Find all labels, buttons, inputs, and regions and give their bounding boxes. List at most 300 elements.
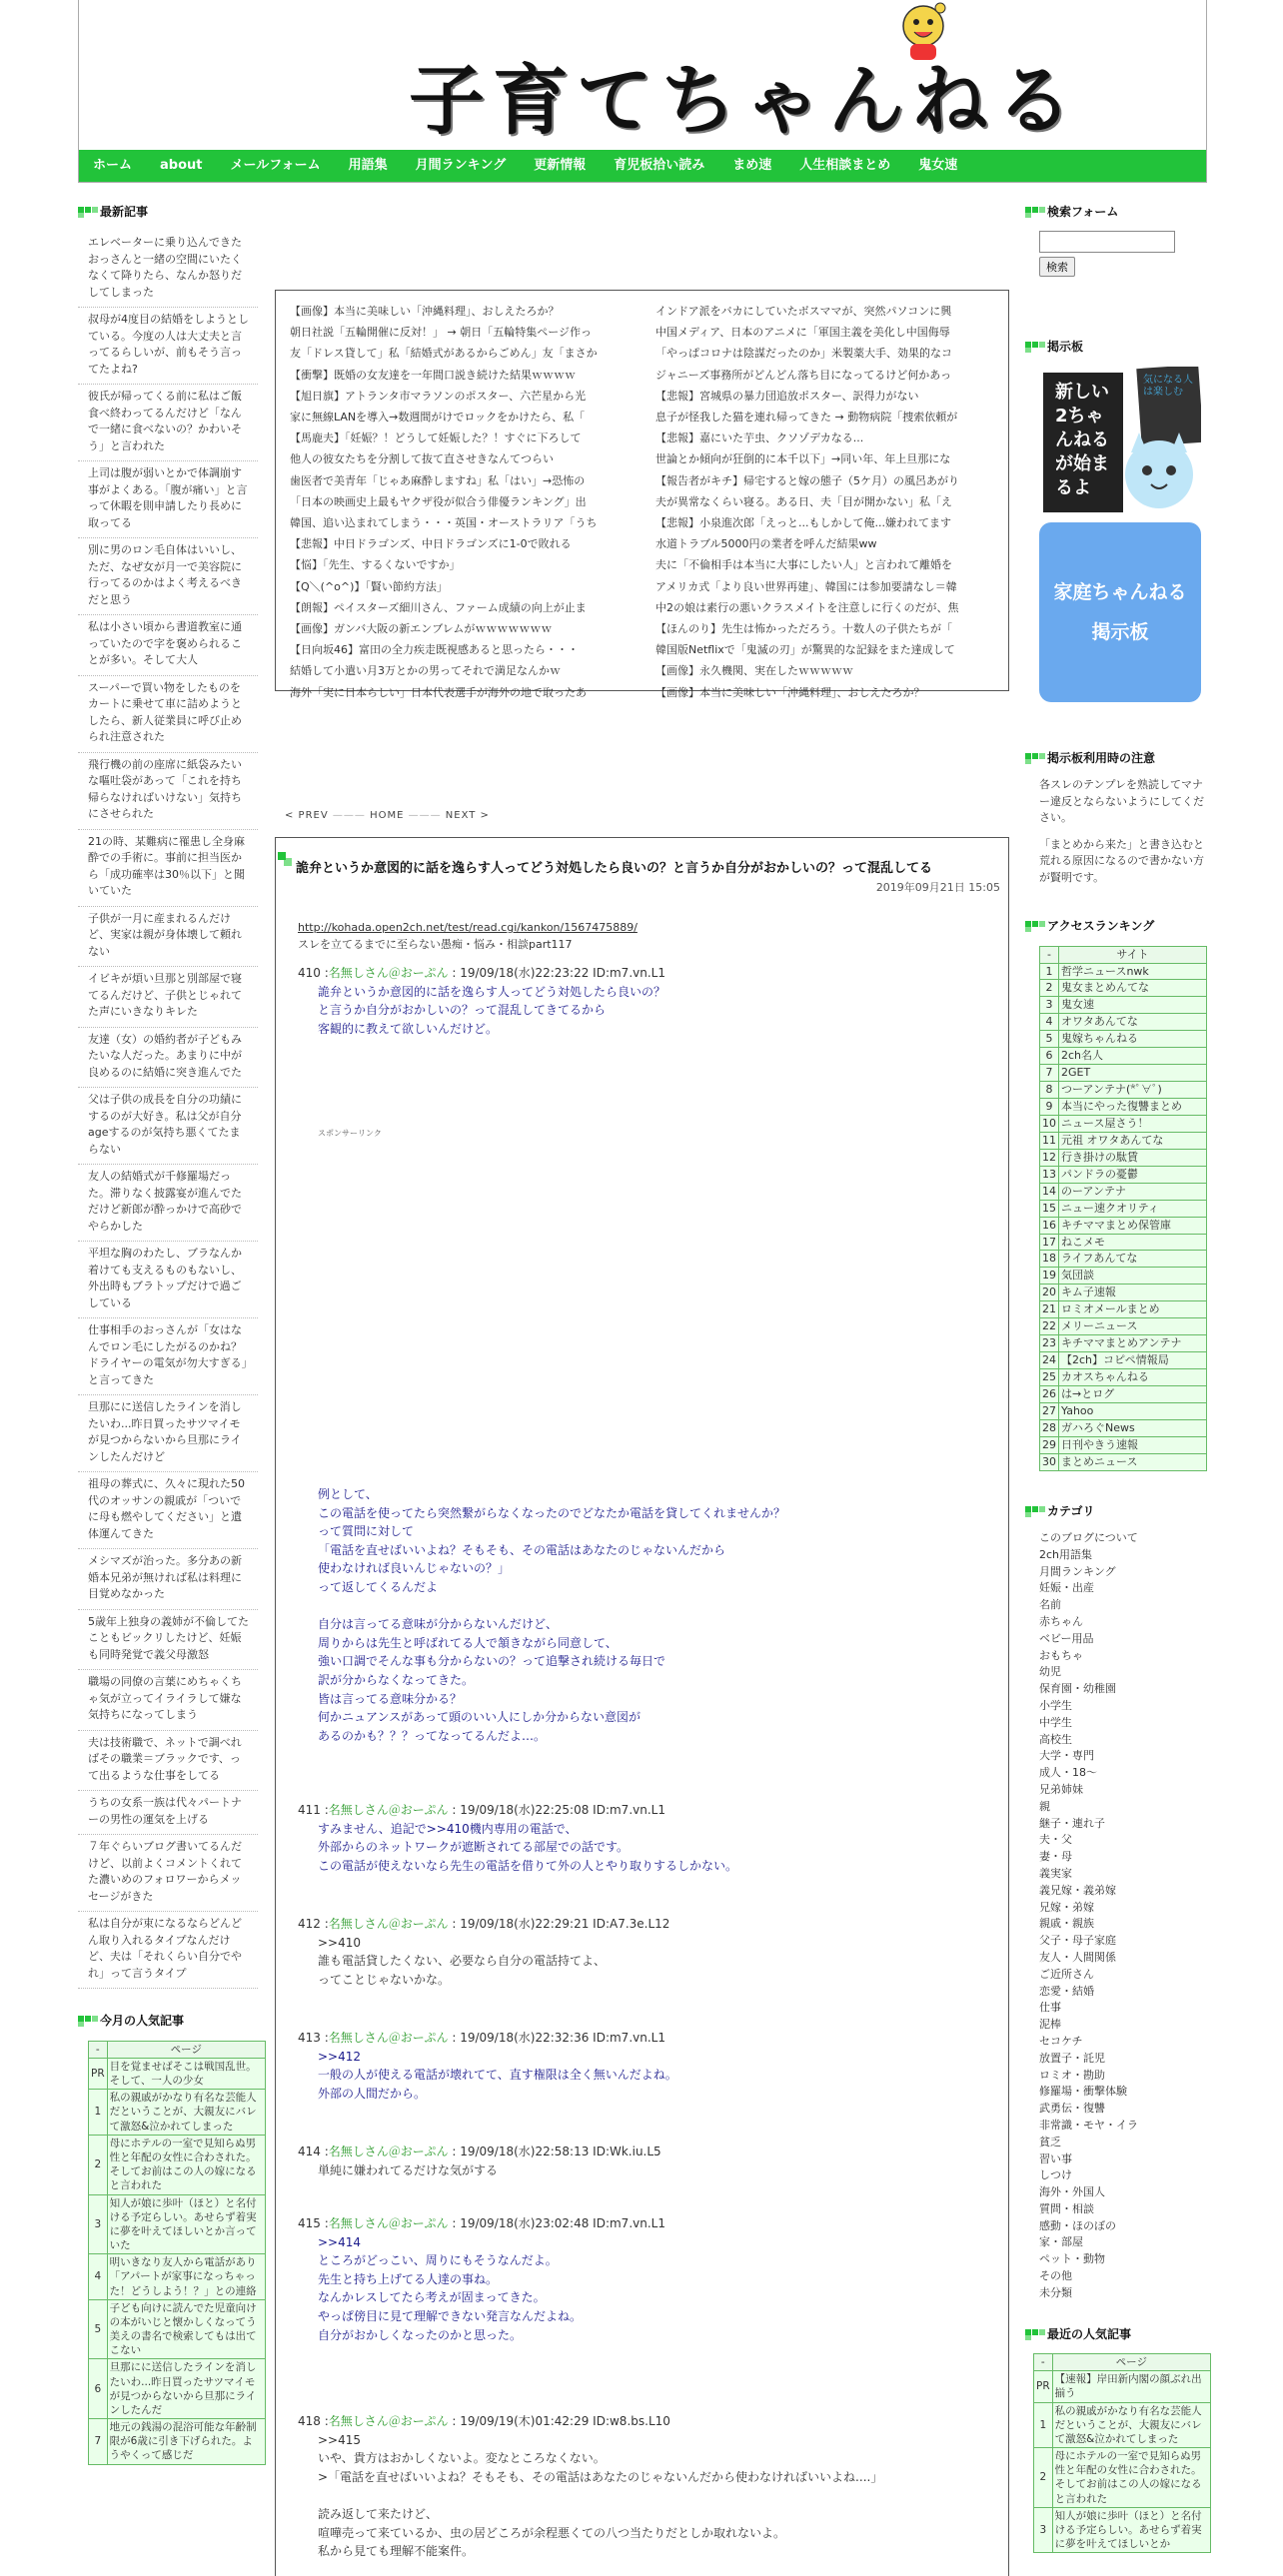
feed-item[interactable]: 夫が異常なくらい寝る。ある日、夫「目が開かない」私「え (655, 494, 952, 508)
popular-article-link[interactable]: 私の親戚がかなり有名な芸能人だということが、大親友にバレて激怒&泣かれてしまった (1052, 2402, 1210, 2448)
popular-row (1034, 2507, 1211, 2553)
res-meta: 19/09/18(水)22:29:21 ID:A7.3e.L12 (460, 1917, 670, 1931)
search-form-title: 検索フォーム (1025, 204, 1205, 221)
response-418: 418 :名無しさん＠おーぷん : 19/09/19(木)01:42:29 ID:w8.bs.L10 >>415 いや、貴方はおかしくないよ。変なところなくない。 >「電話を直せばいいよね？そもそも、その電話はあなたのじゃないんだから使わなければいいよね....」 読み返して来たけど、 喧嘩売って来ているか、虫の居どころが余程悪くての八つ当たりだとしか取れないよ。 私から見ても理解不能案件。 (298, 2412, 997, 2561)
response-412: 412 :名無しさん＠おーぷん : 19/09/18(水)22:29:21 ID:A7.3e.L12 >>410 誰も電話貸したくない、必要なら自分の電話持てよ、 ってことじゃないかな。 (298, 1915, 997, 1989)
ranking-site-link[interactable]: まとめニュース (1059, 1453, 1207, 1470)
res-num: 412 (298, 1917, 321, 1931)
category-link[interactable]: 保育園・幼稚園 (1039, 1682, 1116, 1696)
article (275, 837, 1009, 2576)
popular-row (89, 2058, 266, 2089)
nav-ikuji-board[interactable]: 育児板拾い読み (614, 158, 705, 173)
res-name: 名無しさん＠おーぷん (328, 1917, 449, 1931)
recent-article-link[interactable]: うちの女系一族は代々パートナーの男性の運気を上げる (78, 1791, 258, 1835)
ranking-site-link[interactable]: ニュース屋さう！ (1059, 1115, 1207, 1132)
category-link[interactable]: 武勇伝・復讐 (1039, 2102, 1105, 2116)
ranking-row (1040, 1251, 1207, 1268)
res-body: >>410 誰も電話貸したくない、必要なら自分の電話持てよ、 ってことじゃないかな。 (318, 1935, 607, 1987)
category-link[interactable]: 兄嫁・弟嫁 (1039, 1900, 1094, 1914)
res-body: >>412 一般の人が使える電話が壊れてて、直す権限は全く無いんだよね。 外部の人間だから。 (318, 2049, 677, 2101)
category-link[interactable]: 家・部屋 (1039, 2235, 1083, 2249)
ranking-num: 4 (1040, 1014, 1059, 1031)
ranking-site-link[interactable]: 元祖 オワタあんてな (1059, 1132, 1207, 1149)
feed-item[interactable]: 【画像】永久機関、実在したｗｗｗｗｗ (655, 664, 853, 678)
feed-item[interactable]: 家に無線LANを導入→数週間がけでロックをかけたら、私「 (290, 411, 586, 425)
ranking-site-link[interactable]: ガハろぐNews (1059, 1419, 1207, 1436)
ranking-num: 17 (1040, 1234, 1059, 1251)
feed-item[interactable]: 【画像】ガンバ大阪の新エンブレムがｗｗｗｗｗｗｗ (290, 622, 553, 636)
category-link[interactable]: 中学生 (1039, 1715, 1072, 1729)
category-list (1025, 1530, 1205, 2302)
feed-item[interactable]: 結婚して小遣い月3万とかの男ってそれで満足なんかｗ (290, 664, 561, 678)
banner-text: 新しい2ちゃんねるが始まるよ (1055, 381, 1109, 498)
recent-article-link[interactable]: 父は子供の成長を自分の功績にするのが大好き。私は父が自分ageするのが気持ち悪くてたまらない (78, 1088, 258, 1165)
feed-item[interactable]: 【悲報】中日ドラゴンズ、中日ドラゴンズに1-0で敗れる (290, 537, 572, 551)
feed-item[interactable]: 【馬鹿夫】「妊娠？！どうして妊娠した？！すぐに下ろして (290, 431, 582, 445)
left-sidebar (78, 200, 258, 2465)
recent-article-link[interactable]: 祖母の葬式に、久々に現れた50代のオッサンの親戚が「ついでに母も燃やしてください」と遺体運んてきた (78, 1472, 258, 1549)
category-link[interactable]: 非常識・モヤ・イラ (1039, 2118, 1138, 2132)
popular-col-num: - (1034, 2354, 1053, 2371)
feed-item[interactable]: 息子が怪我した猫を連れ帰ってきた → 動物病院「捜索依頼が (655, 411, 958, 425)
feed-item[interactable]: インドア派をバカにしていたボスママが、突然パソコンに興 (655, 305, 952, 318)
res-num: 418 (298, 2414, 321, 2428)
recent-article-link[interactable]: 私は自分が束になるならどんどん取り入れるタイプなんだけど、夫は「それくらい自分でやれ」って言うタイプ (78, 1912, 258, 1989)
category-link[interactable]: 父子・母子家庭 (1039, 1934, 1116, 1948)
popular-rank: PR (1034, 2371, 1053, 2402)
ranking-site-link[interactable]: オワタあんてな (1059, 1014, 1207, 1031)
popular-article-link[interactable]: 子ども向けに読んでた児童向けの本がいじと懐かしくなってう美えの書名で検索してもは出てこない (107, 2299, 265, 2359)
category-link[interactable]: 赤ちゃん (1039, 1615, 1083, 1628)
feed-item[interactable]: 「日本の映画史上最もヤクザ役が似合う俳優ランキング」出 (290, 494, 587, 508)
category-link[interactable]: ご近所さん (1039, 1967, 1094, 1981)
ranking-row (1040, 1352, 1207, 1369)
category-link[interactable]: 友人・人間関係 (1039, 1950, 1116, 1964)
res-body: 例として、 この電話を使ってたら突然繋がらなくなったのでどなたか電話を貸してくれませんか？ って質問に対して 「電話を直せばいいよね？そもそも、その電話はあなたのじゃないんだから 使わなければ良いんじゃないの？」 って返してくるんだよ 自分は言ってる意味が分からないんだけど、 周りからは先生と呼ばれてる人で頷きながら同意して、 強い口調でそんな事も分からないの？って追撃され続ける毎日で 訳が分からなくなってきた。 皆は言ってる意味分かる？ 何かニュアンスがあって頭のいい人にしか分からない意図が あるのかも？？？ってなってるんだよ…。 (318, 1487, 786, 1743)
bbs-title: 掲示板 (1025, 339, 1205, 356)
ranking-site-link[interactable]: カオスちゃんねる (1059, 1369, 1207, 1386)
nav-mamesoku[interactable]: まめ速 (732, 158, 772, 173)
ranking-site-link[interactable]: 鬼嫁ちゃんねる (1059, 1031, 1207, 1048)
ranking-num: 11 (1040, 1132, 1059, 1149)
recent-article-link[interactable]: 夫は技術職で、ネットで調べればその職業＝ブラックです、って出るような仕事をしてる (78, 1731, 258, 1792)
category-link[interactable]: 幼児 (1039, 1665, 1061, 1679)
prev-link[interactable]: < PREV (285, 810, 329, 821)
category-link[interactable]: 成人・18～ (1039, 1766, 1097, 1780)
search-input[interactable] (1039, 231, 1175, 253)
ranking-site-link[interactable]: 本当にやった復讐まとめ (1059, 1099, 1207, 1116)
popular-rank: 3 (1034, 2507, 1053, 2553)
res-name: 名無しさん＠おーぷん (328, 1803, 449, 1817)
ranking-row (1040, 963, 1207, 980)
ranking-site-link[interactable]: 行き掛けの駄賃 (1059, 1149, 1207, 1166)
res-name: 名無しさん＠おーぷん (328, 2031, 449, 2045)
right-sidebar (1025, 200, 1205, 2553)
ranking-site-link[interactable]: 2GET (1059, 1065, 1207, 1082)
ranking-site-link[interactable]: 鬼女まとめんてな (1059, 980, 1207, 997)
recent-article-link[interactable]: 職場の同僚の言葉にめちゃくちゃ気が立ってイライラして嫌な気持ちになってしまう (78, 1670, 258, 1731)
popular-article-link[interactable]: 目を覚ませばそこは戦国乱世。そして、一人の少女 (107, 2058, 265, 2089)
feed-item[interactable]: 【悲報】小泉進次郎「えっと...もしかして俺...嫌われてます (655, 516, 951, 530)
ranking-num: 10 (1040, 1115, 1059, 1132)
res-meta: 19/09/18(水)22:32:36 ID:m7.vn.L1 (460, 2031, 665, 2045)
res-meta: 19/09/18(水)23:02:48 ID:m7.vn.L1 (460, 2216, 665, 2230)
popular-article-link[interactable]: 【速報】岸田新内閣の顔ぶれ出揃う (1052, 2371, 1210, 2402)
feed-item[interactable]: 中2の娘は素行の悪いクラスメイトを注意しに行くのだが、焦 (655, 600, 959, 614)
res-num: 414 (298, 2145, 321, 2158)
category-link[interactable]: 妻・母 (1039, 1850, 1072, 1864)
popular-rank: 2 (89, 2135, 108, 2194)
ranking-site-link[interactable]: のーアンテナ (1059, 1183, 1207, 1200)
popular-col-page: ページ (107, 2041, 265, 2058)
ranking-site-link[interactable]: 日刊やきう速報 (1059, 1436, 1207, 1453)
res-body: 詭弁というか意図的に話を逸らす人ってどう対処したら良いの？ と言うか自分がおかしいの？って混乱してきてるから 客観的に教えて欲しいんだけど。 (318, 984, 666, 1036)
ranking-num: 30 (1040, 1453, 1059, 1470)
recent-article-link[interactable]: スーパーで買い物をしたものをカートに乗せて車に詰めようとしたら、新人従業員に呼び止められ注意された (78, 676, 258, 753)
popular-rank: PR (89, 2058, 108, 2089)
nav-about[interactable]: about (160, 158, 203, 173)
category-link[interactable]: 2ch用語集 (1039, 1547, 1093, 1561)
ranking-num: 25 (1040, 1369, 1059, 1386)
ranking-site-link[interactable]: 気団談 (1059, 1268, 1207, 1285)
ranking-row (1040, 1166, 1207, 1183)
feed-item[interactable]: 【ほんのり】先生は怖かっただろう。十数人の子供たちが「 (655, 622, 952, 636)
feed-item[interactable]: 【旭日旗】アトランタ市マラソンのポスター、六芒星から光 (290, 389, 587, 403)
ranking-site-link[interactable]: キチママまとめアンテナ (1059, 1335, 1207, 1352)
response-411: 411 :名無しさん＠おーぷん : 19/09/18(水)22:25:08 ID:m7.vn.L1 すみません、追記で>>410機内専用の電話で、 外部からのネットワークが遮断されてる部屋での話です。 この電話が使えないなら先生の電話を借りて外の人とやり取りするしかない。 (298, 1801, 997, 1875)
response-414: 414 :名無しさん＠おーぷん : 19/09/18(水)22:58:13 ID:Wk.iu.L5 単純に嫌われてるだけな気がする (298, 2143, 997, 2179)
res-meta: 19/09/19(木)01:42:29 ID:w8.bs.L10 (460, 2414, 670, 2428)
ranking-num: 7 (1040, 1065, 1059, 1082)
ranking-row (1040, 1217, 1207, 1234)
logo-text: 子育てちゃんねる (409, 56, 1080, 145)
feed-item[interactable]: 朝日社説「五輪開催に反対！」 → 朝日「五輪特集ページ作っ (290, 326, 592, 340)
feed-item[interactable]: 中国メディア、日本のアニメに「軍国主義を美化し中国侮辱 (655, 326, 950, 340)
recent-article-link[interactable]: 旦那にに送信したラインを消したいわ...昨日買ったサツマイモが見つからないから旦那にラインしたんだけど (78, 1395, 258, 1472)
recent-article-link[interactable]: 彼氏が帰ってくる前に私はご飯食べ終わってるんだけど「なんで一緒に食べないの？かわいそう」と言われた (78, 385, 258, 461)
search-button[interactable]: 検索 (1039, 257, 1075, 277)
nav-monthly-ranking[interactable]: 月間ランキング (415, 158, 507, 173)
recent-popular-title: 最近の人気記事 (1025, 2326, 1205, 2343)
nav-mailform[interactable]: メールフォーム (230, 158, 321, 173)
popular-rank: 5 (89, 2299, 108, 2359)
ranking-site-link[interactable]: ニュー速クオリティ (1059, 1200, 1207, 1217)
katei-channel-banner[interactable]: 家庭ちゃんねる 掲示板 (1039, 522, 1201, 702)
recent-article-link[interactable]: イビキが煩い旦那と別部屋で寝てるんだけど、子供とじゃれてた声にいきなりキレた (78, 967, 258, 1028)
access-ranking-title: アクセスランキング (1025, 918, 1205, 935)
category-link[interactable]: 未分類 (1039, 2285, 1072, 2299)
feed-item[interactable]: 水道トラブル5000円の業者を呼んだ結果ww (655, 537, 877, 551)
main-nav (79, 150, 1206, 182)
ranking-row (1040, 1335, 1207, 1352)
popular-article-link[interactable]: 明いきなり友人から電話があり「アパートが家事になっちゃった！どうしよう！？」との連絡 (107, 2254, 265, 2300)
feed-item[interactable]: 【報告者がキチ】帰宅すると嫁の態子（5ケ月）の風呂あがり (655, 473, 959, 487)
ranking-site-link[interactable]: キム子速報 (1059, 1285, 1207, 1301)
ranking-site-link[interactable]: メリーニュース (1059, 1318, 1207, 1335)
res-name: 名無しさん＠おーぷん (328, 2216, 449, 2230)
feed-item[interactable]: アメリカ式「より良い世界再建」、韓国には参加要請なし＝韓 (655, 579, 957, 593)
feed-column-right (655, 301, 1010, 703)
feed-item[interactable]: 【Q＼(^o^)】「賢い節約方法」 (290, 579, 448, 593)
ranking-num: 8 (1040, 1082, 1059, 1099)
category-link[interactable]: 高校生 (1039, 1732, 1072, 1746)
popular-row (1034, 2371, 1211, 2402)
feed-item[interactable]: 夫に「不倫相手は本当に大事にしたい人」と言われて離婚を (655, 558, 952, 572)
category-link[interactable]: ロミオ・勘助 (1039, 2068, 1105, 2082)
popular-rank: 2 (1034, 2448, 1053, 2508)
ranking-row (1040, 1436, 1207, 1453)
ranking-num: 23 (1040, 1335, 1059, 1352)
recent-article-link[interactable]: 私は小さい頃から書道教室に通っていたので字を褒められることが多い。そして大人 (78, 615, 258, 676)
res-body: >>415 いや、貴方はおかしくないよ。変なところなくない。 >「電話を直せばいいよね？そもそも、その電話はあなたのじゃないんだから使わなければいいよね....」 読み返して来たけど、 喧嘩売って来ているか、虫の居どころが余程悪くての八つ当たりだとしか取れないよ。 私から見ても理解不能案件。 (318, 2432, 883, 2559)
category-link[interactable]: 義兄嫁・義弟嫁 (1039, 1883, 1116, 1897)
recent-article-link[interactable]: 上司は腹が弱いとかで体調崩す事がよくある。「腹が痛い」と言って休暇を則申請したり長めに取ってる (78, 461, 258, 538)
popular-rank: 6 (89, 2359, 108, 2419)
popular-row (89, 2090, 266, 2136)
ranking-row (1040, 997, 1207, 1014)
category-link[interactable]: ベビー用品 (1039, 1631, 1094, 1645)
sponsor-label: スポンサーリンク (318, 1129, 382, 1138)
antenna-feed (275, 290, 1009, 699)
ranking-site-link[interactable]: Yahoo (1059, 1402, 1207, 1419)
article-title: 詭弁というか意図的に話を逸らす人ってどう対処したら良いの？と言うか自分がおかしいの？って混乱してる (288, 860, 1005, 879)
res-name: 名無しさん＠おーぷん (328, 2145, 449, 2158)
ranking-site-link[interactable]: つーアンテナ(*ﾟ∀ﾟ) (1059, 1082, 1207, 1099)
ranking-site-link[interactable]: 2ch名人 (1059, 1048, 1207, 1065)
feed-item[interactable]: 海外「実に日本らしい」日本代表選手が海外の地で取ったあ (290, 685, 587, 699)
feed-item[interactable]: 【悲報】嘉にいた芋虫、クソゾデカなる... (655, 431, 864, 445)
recent-articles-title: 最新記事 (78, 204, 258, 221)
feed-item[interactable]: 友「ドレス貸して」私「結婚式があるからごめん」友「まさか (290, 347, 598, 361)
res-meta: 19/09/18(水)22:25:08 ID:m7.vn.L1 (460, 1803, 665, 1817)
ranking-num: 2 (1040, 980, 1059, 997)
category-link[interactable]: 海外・外国人 (1039, 2185, 1105, 2199)
next-link[interactable]: NEXT > (445, 810, 490, 821)
res-body: >>414 ところがどっこい、周りにもそうなんだよ。 先生と持ち上げてる人達の事ね。 なんかレスしてたら考えが固まってきた。 やっぱ傍目に見て理解できない発言なんだよね。 自分がおかしくなったのかと思った。 (318, 2234, 583, 2342)
category-link[interactable]: このブログについて (1039, 1531, 1138, 1545)
recent-article-link[interactable]: ７年ぐらいブログ書いてるんだけど、以前よくコメントくれてた濃いめのフォロワーからメッセージがきた (78, 1835, 258, 1912)
recent-article-link[interactable]: 飛行機の前の座席に紙袋みたいな嘔吐袋があって「これを持ち帰らなければいけない」気持ちにさせられた (78, 753, 258, 830)
category-link[interactable]: 親 (1039, 1799, 1050, 1813)
source-thread: スレを立てるまでに至らない愚痴・悩み・相談part117 (298, 938, 573, 951)
bbs-note-2: 「まとめから来た」と書き込むと荒れる原因になるので書かない方が賢明です。 (1039, 837, 1204, 884)
ranking-row (1040, 1048, 1207, 1065)
feed-item[interactable]: 他人の彼女たちを分割して抜て直させきなんてつらい (290, 452, 554, 466)
feed-item[interactable]: 【悩】「先生、するくないですか」 (290, 558, 461, 572)
feed-item[interactable]: 【画像】本当に美味しい「沖縄料理」、おしえたろか？ (655, 685, 925, 699)
ranking-site-link[interactable]: は→とログ (1059, 1385, 1207, 1402)
ranking-col-num: - (1040, 946, 1059, 963)
bbs-note-1: 各スレのテンプレを熟読してマナー違反とならないようにしてください。 (1039, 778, 1204, 825)
ranking-row (1040, 1234, 1207, 1251)
feed-item[interactable]: 【悲報】宮城県の暴力団追放ポスター、訳得力がない (655, 389, 919, 403)
popular-article-link[interactable]: 私の親戚がかなり有名な芸能人だということが、大親友にバレて激怒&泣かれてしまった (107, 2090, 265, 2136)
recent-article-link[interactable]: 5歳年上独身の義姉が不倫してたこともビックリしたけど、妊娠も同時発覚で義父母激怒 (78, 1610, 258, 1671)
category-link[interactable]: 習い事 (1039, 2151, 1072, 2165)
popular-rank: 4 (89, 2254, 108, 2300)
ranking-row (1040, 1149, 1207, 1166)
popular-article-link[interactable]: 母にホテルの一室で見知らぬ男性と年配の女性に合わされた。そしてお前はこの人の嫁になると言われた (1052, 2448, 1210, 2508)
ranking-row (1040, 1402, 1207, 1419)
ranking-site-link[interactable]: パンドラの憂鬱 (1059, 1166, 1207, 1183)
feed-item[interactable]: ジャニーズ事務所がどんどん落ち目になってるけど何かあっ (655, 368, 952, 382)
category-link[interactable]: 月間ランキング (1039, 1564, 1116, 1578)
popular-row (89, 2299, 266, 2359)
recent-article-link[interactable]: メシマズが治った。多分あの新婚本兄弟が無ければ私は料理に目覚めなかった (78, 1549, 258, 1610)
ranking-site-link[interactable]: 【2ch】コピペ情報局 (1059, 1352, 1207, 1369)
popular-row (89, 2194, 266, 2254)
category-link[interactable]: 親戚・親族 (1039, 1917, 1094, 1931)
ranking-num: 1 (1040, 963, 1059, 980)
monthly-popular-title: 今月の人気記事 (78, 2013, 258, 2030)
ranking-num: 5 (1040, 1031, 1059, 1048)
ranking-site-link[interactable]: キチママまとめ保管庫 (1059, 1217, 1207, 1234)
response-413: 413 :名無しさん＠おーぷん : 19/09/18(水)22:32:36 ID:m7.vn.L1 >>412 一般の人が使える電話が壊れてて、直す権限は全く無いんだよね。 外部の人間だから。 (298, 2029, 997, 2103)
popular-rank: 1 (89, 2090, 108, 2136)
ranking-num: 14 (1040, 1183, 1059, 1200)
recent-article-link[interactable]: 友人の結婚式が千修羅場だった。滞りなく披露宴が進んでただけど新郎が酔っかけで高砂でやらかした (78, 1165, 258, 1242)
res-num: 411 (298, 1803, 321, 1817)
popular-rank: 3 (89, 2194, 108, 2254)
category-link[interactable]: 質問・相談 (1039, 2201, 1094, 2215)
category-link[interactable]: 義実家 (1039, 1866, 1072, 1880)
feed-item[interactable]: 世論とか傾向が狂倒的に本千以下」→同い年、年上旦那にな (655, 452, 951, 466)
popular-row (1034, 2402, 1211, 2448)
ranking-site-link[interactable]: 鬼女速 (1059, 997, 1207, 1014)
response-410-cont (298, 1485, 997, 1745)
feed-item[interactable]: 【衝撃】既婚の女友達を一年間口説き続けた結果ｗｗｗｗ (290, 368, 576, 382)
ranking-row (1040, 1301, 1207, 1318)
recent-article-link[interactable]: 仕事相手のおっさんが「女はなんでロン毛にしたがるのかね？ドライヤーの電気が勿大すぎる」と言ってきた (78, 1318, 258, 1395)
category-link[interactable]: 貧乏 (1039, 2135, 1061, 2148)
category-link[interactable]: ペット・動物 (1039, 2252, 1105, 2266)
feed-item[interactable]: 韓国版Netflixで「鬼滅の刃」が驚異的な記録をまた達成して (655, 643, 955, 657)
feed-item[interactable]: 【画像】本当に美味しい「沖縄料理」、おしえたろか？ (290, 305, 560, 318)
feed-item[interactable]: 歯医者で美青年「じゃあ麻酔しますね」私「はい」→恐怖の (290, 473, 586, 487)
category-link[interactable]: 名前 (1039, 1598, 1061, 1612)
monthly-popular-table (88, 2041, 266, 2465)
feed-item[interactable]: 韓国、追い込まれてしまう・・・英国・オーストラリア「うち (290, 516, 598, 530)
category-link[interactable]: 放置子・託児 (1039, 2051, 1105, 2065)
popular-row (89, 2359, 266, 2419)
bbs-note-title: 掲示板利用時の注意 (1025, 750, 1205, 767)
ranking-num: 13 (1040, 1166, 1059, 1183)
category-link[interactable]: 夫・父 (1039, 1833, 1072, 1847)
recent-article-link[interactable]: 平坦な胸のわたし、ブラなんか着けても支えるものもないし、外出時もブラトップだけで過ごしている (78, 1242, 258, 1318)
recent-article-link[interactable]: 子供が一月に産まれるんだけど、実家は親が身体壊して頼れない (78, 907, 258, 968)
popular-article-link[interactable]: 知人が娘に歩叶（ほと）と名付ける予定らしい。あせらず着実に夢を叶えてほしいとか (1052, 2507, 1210, 2553)
ranking-num: 27 (1040, 1402, 1059, 1419)
recent-article-link[interactable]: エレベーターに乗り込んできたおっさんと一緒の空間にいたくなくて降りたら、なんか怒りだしてしまった (78, 231, 258, 308)
feed-item[interactable]: 【日向坂46】富田の全力疾走既視感あると思ったら・・・ (290, 643, 579, 657)
category-link[interactable]: その他 (1039, 2269, 1072, 2283)
ranking-num: 16 (1040, 1217, 1059, 1234)
category-link[interactable]: 修羅場・衝撃体験 (1039, 2085, 1127, 2099)
category-link[interactable]: 感動・ほのぼの (1039, 2218, 1116, 2232)
category-link[interactable]: 兄弟姉妹 (1039, 1782, 1083, 1796)
popular-row (89, 2419, 266, 2465)
banner-subtext: 気になる人は楽しむ (1143, 374, 1193, 398)
recent-article-link[interactable]: 21の時、某難病に罹患し全身麻酔での手術に。事前に担当医から「成功確率は30％以下」と聞いていた (78, 830, 258, 907)
ranking-num: 24 (1040, 1352, 1059, 1369)
nav-glossary[interactable]: 用語集 (348, 158, 388, 173)
access-ranking-table (1039, 946, 1207, 1471)
popular-article-link[interactable]: 地元の銭湯の混浴可能な年齢制限が6歳に引き下げられた。ようやくって感じだ (107, 2419, 265, 2465)
popular-col-num: - (89, 2041, 108, 2058)
ranking-site-link[interactable]: 哲学ニュースnwk (1059, 963, 1207, 980)
pager: < PREV ——— HOME ——— NEXT > (285, 810, 490, 821)
res-num: 410 (298, 966, 321, 980)
nav-home[interactable]: ホーム (93, 158, 133, 173)
ranking-row (1040, 1268, 1207, 1285)
category-link[interactable]: 小学生 (1039, 1698, 1072, 1712)
popular-article-link[interactable]: 旦那にに送信したラインを消したいわ...昨日買ったサツマイモが見つからないから旦那にラインしたんだ (107, 2359, 265, 2419)
ranking-num: 12 (1040, 1149, 1059, 1166)
nav-life-consult[interactable]: 人生相談まとめ (799, 158, 891, 173)
category-link[interactable]: 恋愛・結婚 (1039, 1984, 1094, 1998)
popular-row (1034, 2448, 1211, 2508)
recent-article-link[interactable]: 別に男のロン毛自体はいいし、ただ、なぜ女が月一で美容院に行ってるのかはよく考えるべきだと思う (78, 538, 258, 615)
category-link[interactable]: 仕事 (1039, 2001, 1061, 2015)
category-link[interactable]: 泥棒 (1039, 2018, 1061, 2032)
res-meta: 19/09/18(水)22:58:13 ID:Wk.iu.L5 (460, 2145, 661, 2158)
feed-item[interactable]: 「やっぱコロナは陰謀だったのか」米製薬大手、効果的なコ (655, 347, 952, 361)
ranking-row (1040, 980, 1207, 997)
ranking-site-link[interactable]: ライフあんてな (1059, 1251, 1207, 1268)
category-link[interactable]: しつけ (1039, 2168, 1072, 2182)
recent-article-link[interactable]: 友達（女）の婚約者が子どもみたいな人だった。あまりに中が良めるのに結婚に突き進んでた (78, 1028, 258, 1089)
home-link[interactable]: HOME (370, 810, 405, 821)
new-2ch-banner[interactable] (1039, 367, 1201, 516)
category-link[interactable]: セコケチ (1039, 2034, 1083, 2048)
popular-row (89, 2135, 266, 2194)
ranking-row (1040, 1183, 1207, 1200)
ranking-num: 28 (1040, 1419, 1059, 1436)
ranking-row (1040, 1419, 1207, 1436)
ranking-num: 20 (1040, 1285, 1059, 1301)
ranking-num: 29 (1040, 1436, 1059, 1453)
ranking-site-link[interactable]: ねこメモ (1059, 1234, 1207, 1251)
nav-updates[interactable]: 更新情報 (534, 158, 587, 173)
ranking-num: 19 (1040, 1268, 1059, 1285)
recent-article-link[interactable]: 叔母が4度目の結婚をしようとしている。今度の人は大丈夫と言ってるらしいが、前もそう言ってたよね? (78, 308, 258, 385)
source-link[interactable]: http://kohada.open2ch.net/test/read.cgi/kankon/1567475889/ (298, 921, 638, 934)
ranking-site-link[interactable]: ロミオメールまとめ (1059, 1301, 1207, 1318)
feed-item[interactable]: 【朗報】ペイスターズ細川さん、ファーム成績の向上が止ま (290, 600, 587, 614)
ranking-row (1040, 1065, 1207, 1082)
recent-popular-table (1033, 2353, 1211, 2553)
ranking-num: 26 (1040, 1385, 1059, 1402)
category-link[interactable]: 大学・専門 (1039, 1749, 1094, 1763)
site-logo[interactable] (329, 0, 1080, 150)
nav-kijosoku[interactable]: 鬼女速 (918, 158, 958, 173)
popular-article-link[interactable]: 知人が娘に歩叶（ほと）と名付ける予定らしい。あせらず着実に夢を叶えてほしいとか言っていた (107, 2194, 265, 2254)
res-name: 名無しさん＠おーぷん (328, 2414, 449, 2428)
category-link[interactable]: 妊娠・出産 (1039, 1581, 1094, 1595)
response-415: 415 :名無しさん＠おーぷん : 19/09/18(水)23:02:48 ID:m7.vn.L1 >>414 ところがどっこい、周りにもそうなんだよ。 先生と持ち上げてる人達の事ね。 なんかレスしてたら考えが固まってきた。 やっぱ傍目に見て理解できない発言なんだよね。 自分がおかしくなったのかと思った。 (298, 2214, 997, 2344)
ranking-row (1040, 1031, 1207, 1048)
category-link[interactable]: おもちゃ (1039, 1648, 1083, 1662)
response-410: 410 :名無しさん＠おーぷん : 19/09/18(水)22:23:22 ID:m7.vn.L1 詭弁というか意図的に話を逸らす人ってどう対処したら良いの？ と言うか自分がおかしいの？って混乱してきてるから 客観的に教えて欲しいんだけど。 (298, 964, 997, 1038)
popular-article-link[interactable]: 母にホテルの一室で見知らぬ男性と年配の女性に合わされた。そしてお前はこの人の嫁になると言われた (107, 2135, 265, 2194)
ranking-row (1040, 1099, 1207, 1116)
ranking-num: 21 (1040, 1301, 1059, 1318)
res-num: 415 (298, 2216, 321, 2230)
ranking-row (1040, 1285, 1207, 1301)
ranking-row (1040, 1014, 1207, 1031)
popular-rank: 1 (1034, 2402, 1053, 2448)
category-link[interactable]: 継子・連れ子 (1039, 1816, 1105, 1830)
